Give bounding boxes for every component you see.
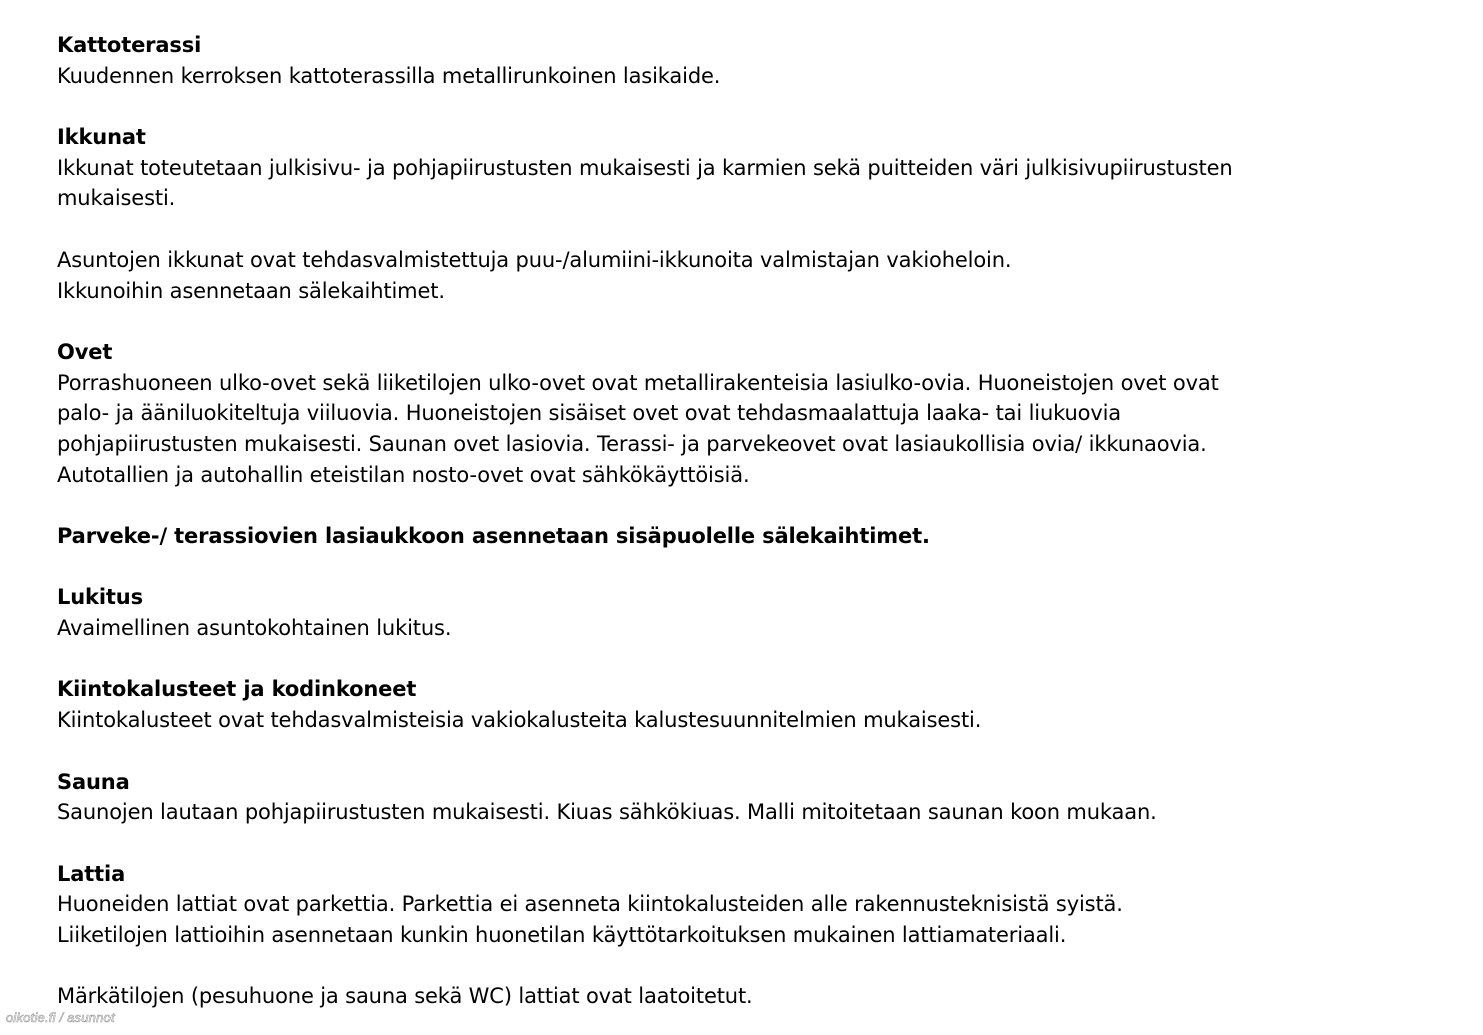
paragraph-gap (57, 91, 1457, 122)
paragraph-line: mukaisesti. (57, 186, 176, 211)
section-heading-sauna: Sauna (57, 769, 130, 794)
paragraph-line: pohjapiirustusten mukaisesti. Saunan ovet lasiovia. Terassi- ja parvekeovet ovat lasiaukollisia ovia/ ikkunaovia. (57, 431, 1207, 456)
document-page (57, 30, 1457, 1012)
bold-note: Parveke-/ terassiovien lasiaukkoon asennetaan sisäpuolelle sälekaihtimet. (57, 524, 930, 548)
site-watermark: oikotie.fi / asunnot (6, 1010, 115, 1025)
paragraph-gap (57, 214, 1457, 245)
paragraph-gap (57, 951, 1457, 982)
paragraph-line: Autotallien ja autohallin eteistilan nosto-ovet ovat sähkökäyttöisiä. (57, 462, 750, 487)
section-heading-ikkunat: Ikkunat (57, 125, 146, 150)
section-heading-kiintokalusteet: Kiintokalusteet ja kodinkoneet (57, 677, 417, 702)
paragraph-line: Kiintokalusteet ovat tehdasvalmisteisia vakiokalusteita kalustesuunnitelmien mukaisesti. (57, 708, 982, 733)
section-heading-lattia: Lattia (57, 861, 126, 886)
paragraph-line: Ikkunoihin asennetaan sälekaihtimet. (57, 278, 445, 303)
paragraph-gap (57, 306, 1457, 337)
paragraph-line: Märkätilojen (pesuhuone ja sauna sekä WC) lattiat ovat laatoitetut. (57, 984, 753, 1009)
paragraph-line: palo- ja ääniluokiteltuja viiluovia. Huoneistojen sisäiset ovet ovat tehdasmaalattuja laaka- tai liukuovia (57, 401, 1122, 426)
paragraph-line: Huoneiden lattiat ovat parkettia. Parkettia ei asenneta kiintokalusteiden alle rakennusteknisistä syistä. (57, 892, 1123, 917)
paragraph-gap (57, 490, 1457, 521)
paragraph-gap (57, 736, 1457, 767)
paragraph-line: Kuudennen kerroksen kattoterassilla metallirunkoinen lasikaide. (57, 63, 721, 88)
paragraph-gap (57, 552, 1457, 583)
paragraph-line: Ikkunat toteutetaan julkisivu- ja pohjapiirustusten mukaisesti ja karmien sekä puitteiden väri julkisivupiirustusten (57, 155, 1233, 180)
paragraph-line: Saunojen lautaan pohjapiirustusten mukaisesti. Kiuas sähkökiuas. Malli mitoitetaan saunan koon mukaan. (57, 800, 1157, 825)
paragraph-line: Liiketilojen lattioihin asennetaan kunkin huonetilan käyttötarkoituksen mukainen lattiamateriaali. (57, 922, 1067, 947)
section-heading-kattoterassi: Kattoterassi (57, 33, 202, 57)
section-heading-lukitus: Lukitus (57, 585, 143, 610)
paragraph-line: Asuntojen ikkunat ovat tehdasvalmistettuja puu-/alumiini-ikkunoita valmistajan vakioheloin. (57, 247, 1012, 272)
paragraph-gap (57, 644, 1457, 675)
paragraph-gap (57, 828, 1457, 859)
paragraph-line: Avaimellinen asuntokohtainen lukitus. (57, 616, 452, 641)
section-heading-ovet: Ovet (57, 339, 113, 364)
paragraph-line: Porrashuoneen ulko-ovet sekä liiketilojen ulko-ovet ovat metallirakenteisia lasiulko-ovia. Huoneistojen ovet ovat (57, 370, 1219, 395)
